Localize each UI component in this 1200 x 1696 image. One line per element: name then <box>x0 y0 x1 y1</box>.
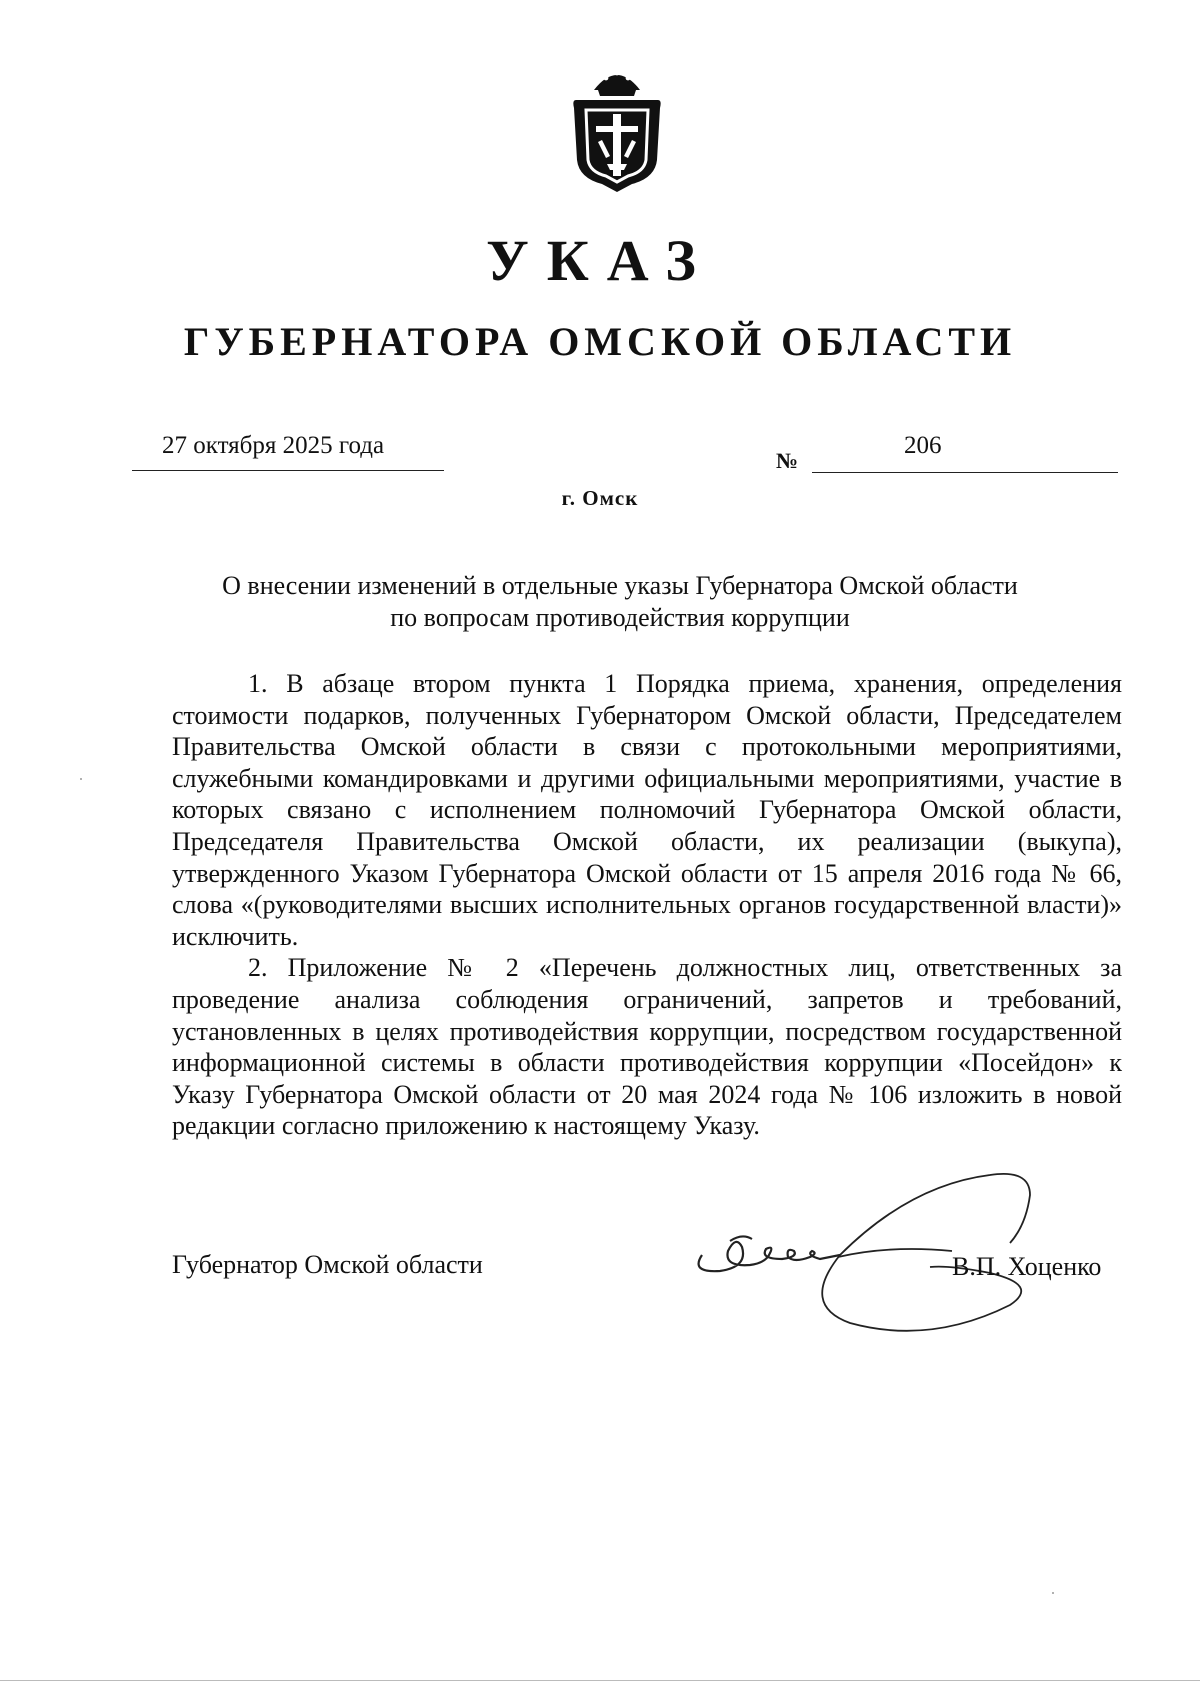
document-number: 206 <box>904 432 942 459</box>
number-field <box>812 432 1118 473</box>
date-field <box>132 432 444 471</box>
document-heading <box>140 570 1100 634</box>
signature-icon <box>690 1155 1070 1335</box>
number-sign: № <box>776 448 799 473</box>
scan-edge-line <box>0 1680 1200 1681</box>
document-city: г. Омск <box>561 486 639 510</box>
heading-line: по вопросам противодействия коррупции <box>390 603 850 632</box>
document-body <box>172 668 1122 1142</box>
scan-speck <box>80 778 82 780</box>
document-issuer: ГУБЕРНАТОРА ОМСКОЙ ОБЛАСТИ <box>183 319 1017 364</box>
signatory-name: В.П. Хоценко <box>952 1252 1102 1281</box>
paragraph-1: 1. В абзаце втором пункта 1 Порядка приема, хранения, определения стоимости подарков, полученных Губернатором Омской области, Председателем Правительства Омской области в связи с протокольными мероприятиями, служебными командировками и другими официальными мероприятиями, участие в которых связано с исполнением полномочий Губернатора Омской области, Председателя Правительства Омской области, их реализации (выкупа), утвержденного Указом Губернатора Омской области от 15 апреля 2016 года № 66, слова «(руководителями высших исполнительных органов государственной власти)» исключить. <box>172 669 1122 951</box>
signatory-position: Губернатор Омской области <box>172 1250 483 1279</box>
coat-of-arms-icon <box>562 60 672 195</box>
paragraph-2: 2. Приложение № 2 «Перечень должностных лиц, ответственных за проведение анализа соблюдения ограничений, запретов и требований, установленных в целях противодействия коррупции, посредством государственной информационной системы в области противодействия коррупции «Посейдон» к Указу Губернатора Омской области от 20 мая 2024 года № 106 изложить в новой редакции согласно приложению к настоящему Указу. <box>172 953 1122 1141</box>
document-date: 27 октября 2025 года <box>162 432 385 459</box>
heading-line: О внесении изменений в отдельные указы Губернатора Омской области <box>222 571 1018 600</box>
document-title: УКАЗ <box>486 228 714 293</box>
scan-speck <box>1052 1592 1054 1594</box>
